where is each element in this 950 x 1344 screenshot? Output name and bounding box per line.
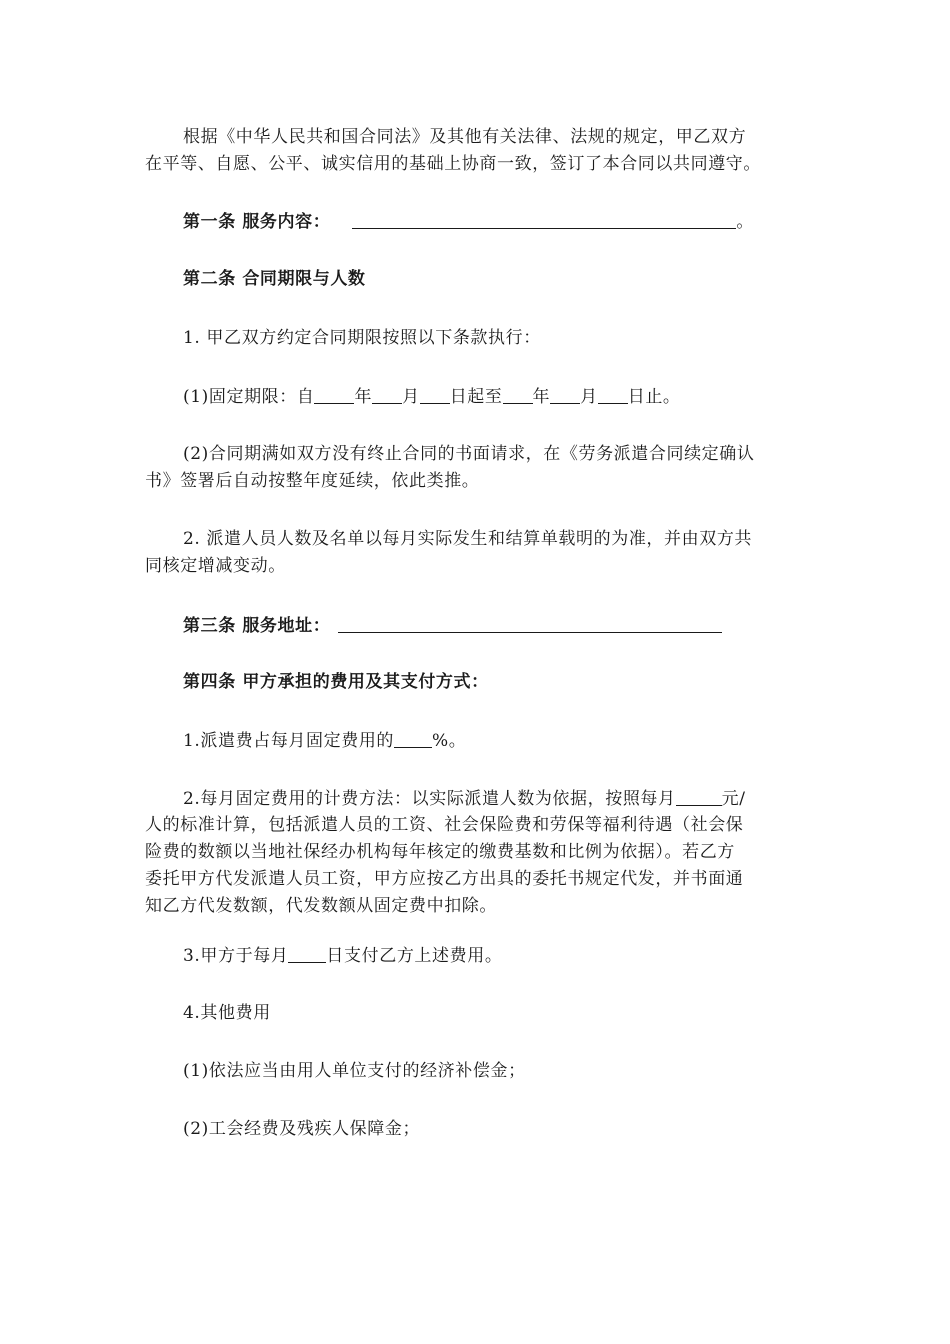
fee-2-text-5: 知乙方代发数额，代发数额从固定费中扣除。 xyxy=(145,896,497,916)
per-person-amount-blank[interactable] xyxy=(676,787,722,806)
fee-2-text-2: 人的标准计算，包括派遣人员的工资、社会保险费和劳保等福利待遇（社会保 xyxy=(145,815,744,835)
renewal-line-1 xyxy=(145,441,805,468)
article-4-heading xyxy=(145,669,805,696)
fee-2-line-2 xyxy=(145,812,805,839)
fee-2-line-5 xyxy=(145,893,805,920)
year-label-2: 年 xyxy=(532,387,551,407)
fee-2-line-4 xyxy=(145,866,805,893)
start-month-blank[interactable] xyxy=(372,385,402,404)
fixed-term-line xyxy=(145,383,805,411)
article-2-item-2-line-2 xyxy=(145,553,805,580)
payment-day-blank[interactable] xyxy=(288,944,326,963)
fee-4-text: 4.其他费用 xyxy=(183,1003,271,1023)
fee-2-prefix: 2.每月固定费用的计费方法：以实际派遣人数为依据，按照每月 xyxy=(183,789,676,809)
fee-3-suffix: 日支付乙方上述费用。 xyxy=(326,946,503,966)
fee-1 xyxy=(145,727,805,755)
fee-4 xyxy=(145,1000,805,1027)
fee-2-text-4: 委托甲方代发派遣人员工资，甲方应按乙方出具的委托书规定代发，并书面通 xyxy=(145,869,744,889)
month-label-1: 月 xyxy=(402,387,420,407)
fee-4-item-1 xyxy=(145,1058,805,1085)
start-year-blank[interactable] xyxy=(314,385,354,404)
preamble-line-2 xyxy=(145,151,805,178)
fee-2-text-3: 险费的数额以当地社保经办机构每年核定的缴费基数和比例为依据）。若乙方 xyxy=(145,842,735,862)
fee-4-item-1-text: (1)依法应当由用人单位支付的经济补偿金； xyxy=(183,1061,526,1081)
fee-2-suffix: 元/ xyxy=(721,789,746,809)
renewal-line-2 xyxy=(145,468,805,495)
fee-3 xyxy=(145,942,805,970)
fixed-term-prefix: (1)固定期限：自 xyxy=(183,387,315,407)
article-2-item-1 xyxy=(145,325,805,352)
article-2-item-2-line-1 xyxy=(145,526,805,553)
renewal-text-2: 书》签署后自动按整年度延续，依此类推。 xyxy=(145,471,480,491)
article-2-heading xyxy=(145,266,805,293)
article-2-item-2-text-1: 2. 派遣人员人数及名单以每月实际发生和结算单载明的为准，并由双方共 xyxy=(183,529,753,549)
end-month-blank[interactable] xyxy=(550,385,580,404)
article-3-heading: 第三条 服务地址： xyxy=(183,616,331,636)
article-3 xyxy=(145,612,805,640)
day-from-label: 日起至 xyxy=(449,387,503,407)
article-1 xyxy=(145,208,805,236)
article-2-item-2-text-2: 同核定增减变动。 xyxy=(145,556,286,576)
year-label-1: 年 xyxy=(354,387,373,407)
article-1-tail: 。 xyxy=(736,212,754,232)
preamble-line-1 xyxy=(145,124,805,151)
month-label-2: 月 xyxy=(580,387,598,407)
fee-3-prefix: 3.甲方于每月 xyxy=(183,946,289,966)
end-day-blank[interactable] xyxy=(598,385,628,404)
service-content-blank[interactable] xyxy=(352,210,736,229)
fee-2-line-1 xyxy=(145,785,805,813)
service-address-blank[interactable] xyxy=(338,614,722,633)
start-day-blank[interactable] xyxy=(420,385,450,404)
article-2-item-1-text: 1. 甲乙双方约定合同期限按照以下条款执行： xyxy=(183,328,541,348)
preamble-text-1: 根据《中华人民共和国合同法》及其他有关法律、法规的规定，甲乙双方 xyxy=(183,127,747,147)
dispatch-fee-percent-blank[interactable] xyxy=(394,729,432,748)
fee-1-suffix: %。 xyxy=(432,731,467,751)
fee-4-item-2 xyxy=(145,1116,805,1143)
article-1-heading: 第一条 服务内容： xyxy=(183,212,331,232)
fee-2-line-3 xyxy=(145,839,805,866)
fee-4-item-2-text: (2)工会经费及残疾人保障金； xyxy=(183,1119,421,1139)
article-4-title: 第四条 甲方承担的费用及其支付方式： xyxy=(183,672,489,692)
article-2-title: 第二条 合同期限与人数 xyxy=(183,269,366,289)
fee-1-prefix: 1.派遣费占每月固定费用的 xyxy=(183,731,395,751)
day-to-label: 日止。 xyxy=(627,387,681,407)
preamble-text-2: 在平等、自愿、公平、诚实信用的基础上协商一致，签订了本合同以共同遵守。 xyxy=(145,154,761,174)
end-year-blank[interactable] xyxy=(503,385,533,404)
renewal-text-1: (2)合同期满如双方没有终止合同的书面请求，在《劳务派遣合同续定确认 xyxy=(183,444,755,464)
